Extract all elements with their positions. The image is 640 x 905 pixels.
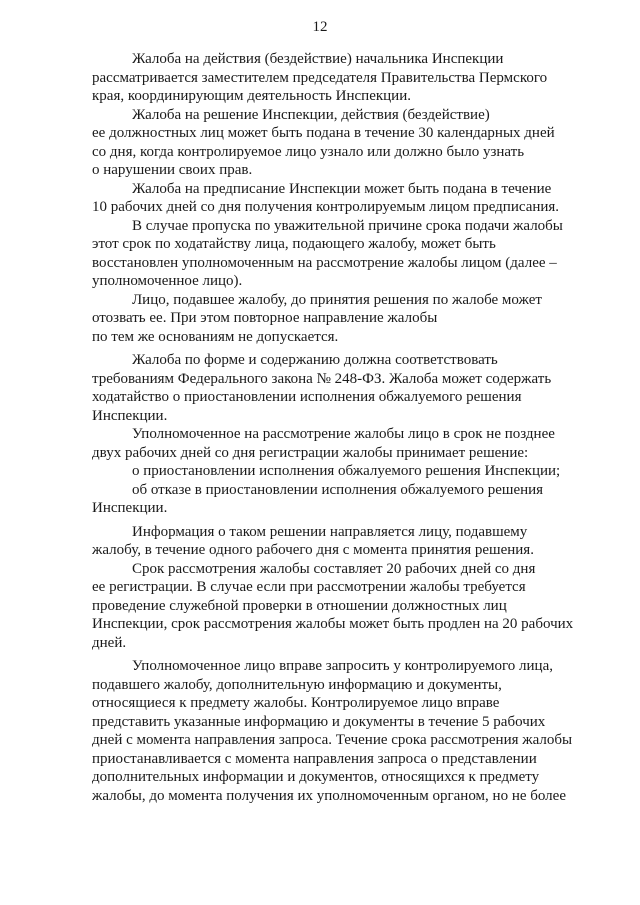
page-number: 12 [312,19,328,35]
paragraph: Жалоба на предписание Инспекции может быть подана в течение 10 рабочих дней со дня получения контролируемым лицом предписания. [92,180,560,215]
paragraph: Жалоба по форме и содержанию должна соответствовать требованиям Федерального закона № 248-ФЗ. Жалоба может содержать ходатайство о приостановлении исполнения обжалуемого решения Инспекции. [92,352,552,424]
paragraph: Информация о таком решении направляется лицу, подавшему жалобу, в течение одного рабочего дня с момента принятия решения. [92,523,534,558]
paragraph: о приостановлении исполнения обжалуемого решения Инспекции; [132,463,561,479]
document-body [92,50,582,805]
paragraph: об отказе в приостановлении исполнения обжалуемого решения Инспекции. [92,481,544,516]
paragraph: Лицо, подавшее жалобу, до принятия решения по жалобе может отозвать ее. При этом повторное направление жалобы по тем же основаниям не допускается. [92,291,542,345]
paragraph: Жалоба на решение Инспекции, действия (бездействие) ее должностных лиц может быть подана в течение 30 календарных дней со дня, когда контролируемое лицо узнало или должно было узнать о нарушении своих прав. [92,106,555,178]
paragraph: Срок рассмотрения жалобы составляет 20 рабочих дней со дня ее регистрации. В случае если при рассмотрении жалобы требуется проведение служебной проверки в отношении должностных лиц Инспекции, срок рассмотрения жалобы может быть продлен на 20 рабочих дней. [92,560,574,651]
paragraph: В случае пропуска по уважительной причине срока подачи жалобы этот срок по ходатайству лица, подающего жалобу, может быть восстановлен уполномоченным на рассмотрение жалобы лицом (далее – уполномоченное лицо). [92,217,563,289]
paragraph: Уполномоченное на рассмотрение жалобы лицо в срок не позднее двух рабочих дней со дня регистрации жалобы принимает решение: [92,426,555,461]
paragraph: Жалоба на действия (бездействие) начальника Инспекции рассматривается заместителем председателя Правительства Пермского края, координирующим деятельность Инспекции. [92,51,548,104]
paragraph: Уполномоченное лицо вправе запросить у контролируемого лица, подавшего жалобу, дополнительную информацию и документы, относящиеся к предмету жалобы. Контролируемое лицо вправе представить указанные информацию и документы в течение 5 рабочих дней с момента направления запроса. Течение срока рассмотрения жалобы приостанавливается с момента направления запроса о представлении дополнительных информации и документов, относящихся к предмету жалобы, до момента получения их уполномоченным органом, но не более [92,658,573,804]
